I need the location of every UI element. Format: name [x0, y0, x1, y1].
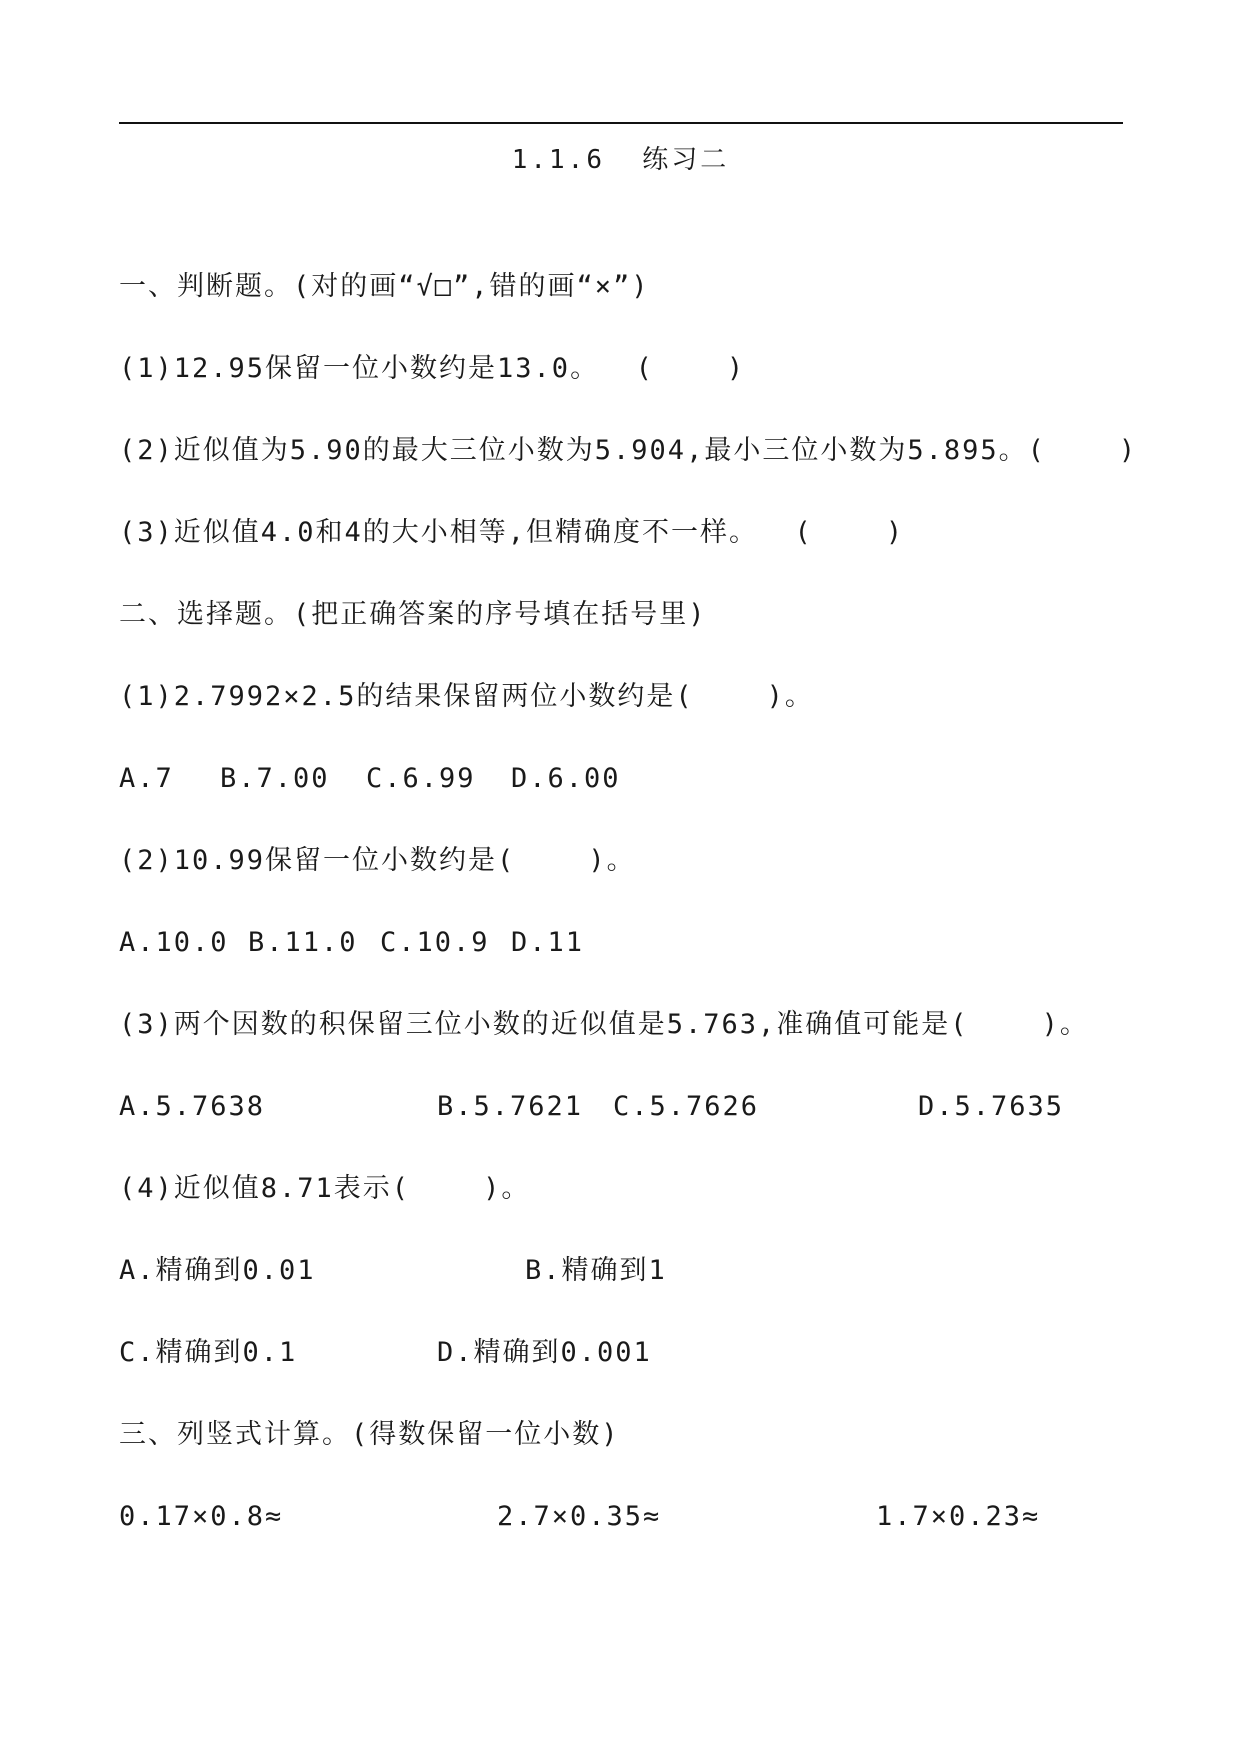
choice-option: C.5.7626 [613, 1091, 760, 1122]
choice-question-2: (2)10.99保留一位小数约是( )。 [119, 845, 636, 876]
choice-option: B.11.0 [248, 927, 358, 958]
choice-question-3: (3)两个因数的积保留三位小数的近似值是5.763,准确值可能是( )。 [119, 1009, 1089, 1040]
judgment-question-1: (1)12.95保留一位小数约是13.0。 ( ) [119, 353, 746, 384]
calc-item: 1.7×0.23≈ [876, 1501, 1041, 1532]
section-heading-choice: 二、选择题。(把正确答案的序号填在括号里) [119, 599, 707, 630]
choice-option: A.5.7638 [119, 1091, 266, 1122]
choice-option: D.11 [511, 927, 585, 958]
page-title: 1.1.6 练习二 [511, 145, 730, 175]
header-rule [119, 122, 1123, 124]
choice-option: A.7 [119, 763, 174, 794]
choice-option: B.7.00 [220, 763, 330, 794]
choice-option: C.6.99 [366, 763, 476, 794]
choice-option: B.精确到1 [525, 1255, 667, 1286]
choice-option: B.5.7621 [437, 1091, 584, 1122]
choice-option: A.精确到0.01 [119, 1255, 316, 1286]
choice-option: D.精确到0.001 [437, 1337, 652, 1368]
choice-option: D.6.00 [511, 763, 621, 794]
choice-option: A.10.0 [119, 927, 229, 958]
calc-item: 2.7×0.35≈ [497, 1501, 662, 1532]
choice-question-1: (1)2.7992×2.5的结果保留两位小数约是( )。 [119, 681, 814, 712]
choice-option: D.5.7635 [918, 1091, 1065, 1122]
section-heading-judgment: 一、判断题。(对的画“√□”,错的画“×”) [119, 271, 650, 302]
choice-option: C.10.9 [380, 927, 490, 958]
judgment-question-3: (3)近似值4.0和4的大小相等,但精确度不一样。 ( ) [119, 517, 905, 548]
calc-item: 0.17×0.8≈ [119, 1501, 284, 1532]
choice-option: C.精确到0.1 [119, 1337, 298, 1368]
choice-question-4: (4)近似值8.71表示( )。 [119, 1173, 531, 1204]
judgment-question-2: (2)近似值为5.90的最大三位小数为5.904,最小三位小数为5.895。( ) [119, 435, 1138, 466]
section-heading-vertical-calc: 三、列竖式计算。(得数保留一位小数) [119, 1419, 620, 1450]
